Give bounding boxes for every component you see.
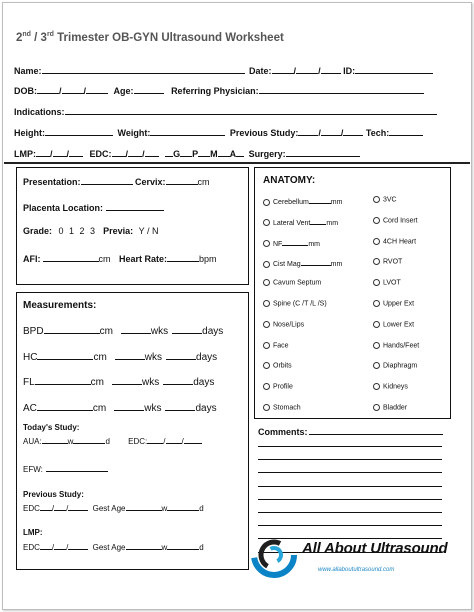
lmp-edc-yy[interactable] <box>68 541 88 550</box>
prev-mm-field[interactable] <box>298 126 318 136</box>
measurement-label: HC <box>23 351 38 363</box>
anatomy-item[interactable] <box>263 300 327 307</box>
patient-row-5: LMP: / / EDC: / / G P M A Surgery: <box>14 147 360 159</box>
anatomy-title: ANATOMY: <box>263 175 316 186</box>
cm-unit: cm <box>90 377 105 388</box>
comments-line[interactable] <box>258 459 442 460</box>
cervix-unit: cm <box>197 177 210 187</box>
anatomy-mm-field[interactable] <box>309 196 331 204</box>
surgery-label: Surgery: <box>248 149 286 159</box>
lmp-gest-age-label: Gest Age <box>92 543 126 552</box>
checkbox-circle-icon[interactable] <box>263 199 270 206</box>
weeks-field[interactable] <box>115 349 145 360</box>
mm-unit: mm <box>330 199 343 206</box>
mm-unit: mm <box>308 240 321 248</box>
comments-line-0[interactable] <box>309 425 443 435</box>
checkbox-circle-icon[interactable] <box>373 217 380 224</box>
grade-row <box>23 226 158 236</box>
anatomy-box <box>254 167 451 419</box>
measurements-box <box>16 292 249 570</box>
lmp-section-label: LMP: <box>23 528 43 537</box>
anatomy-item[interactable] <box>263 383 293 390</box>
days-unit: days <box>196 351 218 363</box>
checkbox-circle-icon[interactable] <box>373 258 380 265</box>
lmp-dd-field[interactable] <box>53 147 67 157</box>
a-field[interactable] <box>218 147 230 157</box>
weight-label: Weight: <box>117 128 151 138</box>
edc-study-yy[interactable] <box>184 435 202 444</box>
anatomy-item[interactable] <box>373 238 416 245</box>
cervix-field[interactable] <box>166 175 198 185</box>
checkbox-circle-icon[interactable] <box>373 404 380 411</box>
weeks-field[interactable] <box>112 374 142 385</box>
prev-gest-age-label: Gest Age <box>92 504 126 513</box>
anatomy-item-label: Bladder <box>383 404 408 412</box>
edc-study-mm[interactable] <box>147 435 163 444</box>
surgery-field[interactable] <box>286 147 360 157</box>
edc-yy-field[interactable] <box>145 147 159 157</box>
age-label: Age: <box>113 86 134 96</box>
m-label: M <box>210 149 218 159</box>
anatomy-mm-field[interactable] <box>310 217 326 225</box>
checkbox-circle-icon[interactable] <box>373 196 380 203</box>
edc-study-label: EDC: <box>128 437 148 446</box>
logo-mark-icon <box>250 530 298 580</box>
aua-row: AUA: w d EDC: / / <box>23 435 202 446</box>
anatomy-item[interactable] <box>263 238 320 248</box>
anatomy-item[interactable] <box>373 279 401 286</box>
checkbox-circle-icon[interactable] <box>263 219 270 226</box>
lmp-gest-d: d <box>199 543 204 552</box>
placenta-label: Placenta Location: <box>23 203 104 213</box>
previous-study-label: Previous Study: <box>229 128 299 138</box>
previous-study-row: EDC / / Gest Age w d <box>23 504 204 513</box>
mm-unit: mm <box>326 219 339 227</box>
checkbox-circle-icon[interactable] <box>373 279 380 286</box>
dob-dd-field[interactable] <box>62 84 84 94</box>
patient-row-2: DOB: / / Age: Referring Physician: <box>14 84 424 96</box>
anatomy-mm-field[interactable] <box>282 238 308 246</box>
prev-gest-weeks[interactable] <box>126 502 162 511</box>
wks-unit: wks <box>142 377 160 388</box>
anatomy-item[interactable] <box>373 321 414 328</box>
anatomy-item[interactable] <box>263 404 301 411</box>
referring-field[interactable] <box>259 84 424 94</box>
anatomy-item-label: Lateral Vent <box>273 219 311 227</box>
cm-unit: cm <box>99 326 113 337</box>
afi-label: AFI: <box>23 254 41 264</box>
anatomy-item[interactable] <box>263 342 289 349</box>
afi-row <box>23 252 217 264</box>
anatomy-item-label: RVOT <box>383 258 403 266</box>
todays-study-label: Today's Study: <box>23 423 80 432</box>
anatomy-item-label: Upper Ext <box>383 300 415 308</box>
g-field[interactable] <box>165 147 173 157</box>
cervix-label: Cervix: <box>135 177 166 187</box>
prev-edc-mm[interactable] <box>40 502 52 511</box>
worksheet-title: 2nd / 3rd Trimester OB-GYN Ultrasound Worksheet <box>16 31 284 44</box>
anatomy-item-label: 3VC <box>383 196 397 204</box>
measurement-label: FL <box>23 377 35 388</box>
dob-label: DOB: <box>14 86 37 96</box>
patient-row-1: Name: Date: / / ID: <box>14 64 433 76</box>
comments-label: Comments: <box>258 425 443 437</box>
anatomy-item-label: Cerebellum <box>273 199 309 206</box>
date-yy-field[interactable] <box>321 64 341 74</box>
efw-label: EFW: <box>23 465 43 474</box>
checkbox-circle-icon[interactable] <box>373 342 380 349</box>
days-unit: days <box>202 326 224 337</box>
afi-field[interactable] <box>43 252 99 262</box>
p-label: P <box>192 149 199 159</box>
grade-options[interactable]: 0 1 2 3 <box>58 226 97 236</box>
grade-label: Grade: <box>23 226 53 236</box>
value-field[interactable] <box>37 349 93 360</box>
lmp-yy-field[interactable] <box>69 147 83 157</box>
checkbox-circle-icon[interactable] <box>263 300 270 307</box>
efw-field[interactable] <box>46 463 108 472</box>
age-field[interactable] <box>134 84 164 94</box>
presentation-label: Presentation: <box>23 177 81 187</box>
measurement-label: BPD <box>23 326 44 337</box>
indications-field[interactable] <box>65 105 437 115</box>
prev-dd-field[interactable] <box>321 126 341 136</box>
comments-line[interactable] <box>258 512 442 513</box>
id-label: ID: <box>343 66 356 76</box>
prev-edc-yy[interactable] <box>68 502 88 511</box>
measurement-row <box>23 323 223 337</box>
checkbox-circle-icon[interactable] <box>373 238 380 245</box>
lmp-gest-days[interactable] <box>167 541 199 550</box>
anatomy-item[interactable] <box>263 362 292 369</box>
checkbox-circle-icon[interactable] <box>263 261 270 268</box>
anatomy-item[interactable] <box>373 362 417 369</box>
value-field[interactable] <box>44 323 100 334</box>
presentation-field[interactable] <box>81 175 133 185</box>
checkbox-circle-icon[interactable] <box>373 300 380 307</box>
tech-label: Tech: <box>365 128 390 138</box>
measurement-label: AC <box>23 402 37 414</box>
logo-url[interactable]: www.allaboutultrasound.com <box>318 567 395 573</box>
measurement-row <box>23 400 217 414</box>
edc-dd-field[interactable] <box>128 147 142 157</box>
lmp-edc-mm[interactable] <box>40 541 52 550</box>
lmp-label: LMP: <box>14 149 36 159</box>
anatomy-item-label: Profile <box>273 383 293 391</box>
checkbox-circle-icon[interactable] <box>263 321 270 328</box>
height-label: Height: <box>14 128 45 138</box>
lmp-edc-label: EDC <box>23 543 40 552</box>
heart-rate-unit: bpm <box>199 254 217 264</box>
anatomy-item-label: Cord Insert <box>383 217 418 225</box>
comments-line[interactable] <box>258 525 442 526</box>
m-field[interactable] <box>198 147 210 157</box>
anatomy-item[interactable] <box>373 342 419 349</box>
cm-unit: cm <box>92 402 107 414</box>
aua-d: d <box>105 437 110 446</box>
edc-label: EDC: <box>89 149 112 159</box>
anatomy-item[interactable] <box>373 217 418 224</box>
aua-days-field[interactable] <box>73 435 105 444</box>
heart-rate-label: Heart Rate: <box>119 254 168 264</box>
date-label: Date: <box>249 66 272 76</box>
date-mm-field[interactable] <box>272 64 294 74</box>
anatomy-item[interactable] <box>263 196 342 206</box>
anatomy-item-label: LVOT <box>383 279 401 287</box>
patient-row-3 <box>14 105 437 117</box>
presentation-row <box>23 175 210 187</box>
checkbox-circle-icon[interactable] <box>373 383 380 390</box>
cm-unit: cm <box>93 351 107 363</box>
anatomy-item-label: Orbits <box>273 362 292 370</box>
anatomy-item[interactable] <box>263 279 321 286</box>
weeks-field[interactable] <box>114 400 144 411</box>
value-field[interactable] <box>37 400 93 411</box>
mm-unit: mm <box>330 261 343 269</box>
prev-yy-field[interactable] <box>343 126 363 136</box>
anatomy-item[interactable] <box>373 196 397 203</box>
placenta-field[interactable] <box>106 201 164 211</box>
g-label: G <box>173 149 181 159</box>
measurement-row <box>23 374 214 388</box>
comments-line[interactable] <box>258 472 442 473</box>
heart-rate-field[interactable] <box>167 252 199 262</box>
aua-weeks-field[interactable] <box>42 435 68 444</box>
checkbox-circle-icon[interactable] <box>263 342 270 349</box>
anatomy-mm-field[interactable] <box>301 258 331 266</box>
anatomy-item-label: Diaphragm <box>383 362 418 370</box>
wks-unit: wks <box>150 326 169 337</box>
anatomy-item[interactable] <box>263 321 304 328</box>
date-dd-field[interactable] <box>296 64 318 74</box>
section-divider <box>4 162 470 164</box>
wks-unit: wks <box>144 351 163 363</box>
anatomy-item-label: Cist Mag <box>273 261 301 269</box>
weight-field[interactable] <box>150 126 225 136</box>
weeks-field[interactable] <box>121 323 151 334</box>
tech-field[interactable] <box>389 126 423 136</box>
id-field[interactable] <box>355 64 433 74</box>
a-label: A <box>229 149 237 159</box>
lmp-gest-weeks[interactable] <box>126 541 162 550</box>
p-field[interactable] <box>180 147 192 157</box>
dob-yy-field[interactable] <box>86 84 108 94</box>
efw-row <box>23 463 108 474</box>
checkbox-circle-icon[interactable] <box>263 362 270 369</box>
edc-mm-field[interactable] <box>112 147 126 157</box>
edc-study-dd[interactable] <box>166 435 182 444</box>
anatomy-item-label: Face <box>273 341 289 349</box>
comments-line[interactable] <box>258 486 442 487</box>
referring-label: Referring Physician: <box>171 86 259 96</box>
presentation-box <box>16 167 249 285</box>
checkbox-circle-icon[interactable] <box>263 404 270 411</box>
height-field[interactable] <box>45 126 113 136</box>
anatomy-item-label: NF <box>273 240 283 248</box>
days-unit: days <box>193 377 215 388</box>
prev-gest-w: w <box>161 504 168 513</box>
checkbox-circle-icon[interactable] <box>263 240 270 247</box>
lmp-gest-w: w <box>161 543 168 552</box>
days-unit: days <box>195 402 217 414</box>
measurement-row <box>23 349 217 363</box>
anatomy-item-label: Nose/Lips <box>273 321 305 329</box>
prev-edc-label: EDC <box>23 504 40 513</box>
days-field[interactable] <box>166 349 196 360</box>
checkbox-circle-icon[interactable] <box>373 362 380 369</box>
anatomy-item-label: Hands/Feet <box>383 341 420 349</box>
value-field[interactable] <box>35 374 91 385</box>
comments-line[interactable] <box>258 446 442 447</box>
wks-unit: wks <box>144 402 162 414</box>
previous-study-label: Previous Study: <box>23 490 84 499</box>
aua-w: w <box>67 437 74 446</box>
patient-row-4: Height: Weight: Previous Study: / / Tech: <box>14 126 423 138</box>
checkbox-circle-icon[interactable] <box>373 321 380 328</box>
anatomy-item-label: Lower Ext <box>383 321 415 329</box>
previa-options[interactable]: Y / N <box>138 226 159 236</box>
placenta-row <box>23 201 164 213</box>
anatomy-item-label: Spine (C /T /L /S) <box>273 300 327 308</box>
measurements-title: Measurements: <box>23 300 97 311</box>
logo-text: All About Ultrasound <box>302 540 448 557</box>
anatomy-item[interactable] <box>373 300 414 307</box>
a-count-field[interactable] <box>236 147 244 157</box>
aua-label: AUA: <box>23 437 42 446</box>
checkbox-circle-icon[interactable] <box>263 383 270 390</box>
checkbox-circle-icon[interactable] <box>263 279 270 286</box>
name-label: Name: <box>14 66 42 76</box>
name-field[interactable] <box>42 64 245 74</box>
lmp-row: EDC / / Gest Age w d <box>23 543 204 552</box>
anatomy-item[interactable] <box>373 404 407 411</box>
comments-line[interactable] <box>258 499 442 500</box>
indications-label: Indications: <box>14 107 65 117</box>
anatomy-item-label: Stomach <box>273 404 301 412</box>
afi-unit: cm <box>98 254 111 264</box>
days-field[interactable] <box>165 400 195 411</box>
anatomy-item[interactable] <box>263 217 338 227</box>
lmp-mm-field[interactable] <box>36 147 50 157</box>
lmp-edc-dd[interactable] <box>54 541 66 550</box>
prev-gest-days[interactable] <box>167 502 199 511</box>
anatomy-item[interactable] <box>373 258 402 265</box>
anatomy-item-label: Kidneys <box>383 383 408 391</box>
anatomy-item[interactable] <box>373 383 408 390</box>
days-field[interactable] <box>172 323 202 334</box>
anatomy-item-label: 4CH Heart <box>383 237 417 245</box>
previa-label: Previa: <box>103 226 134 236</box>
prev-edc-dd[interactable] <box>54 502 66 511</box>
dob-mm-field[interactable] <box>37 84 59 94</box>
prev-gest-d: d <box>199 504 204 513</box>
days-field[interactable] <box>163 374 193 385</box>
anatomy-item[interactable] <box>263 258 342 268</box>
anatomy-item-label: Cavum Septum <box>273 279 322 287</box>
